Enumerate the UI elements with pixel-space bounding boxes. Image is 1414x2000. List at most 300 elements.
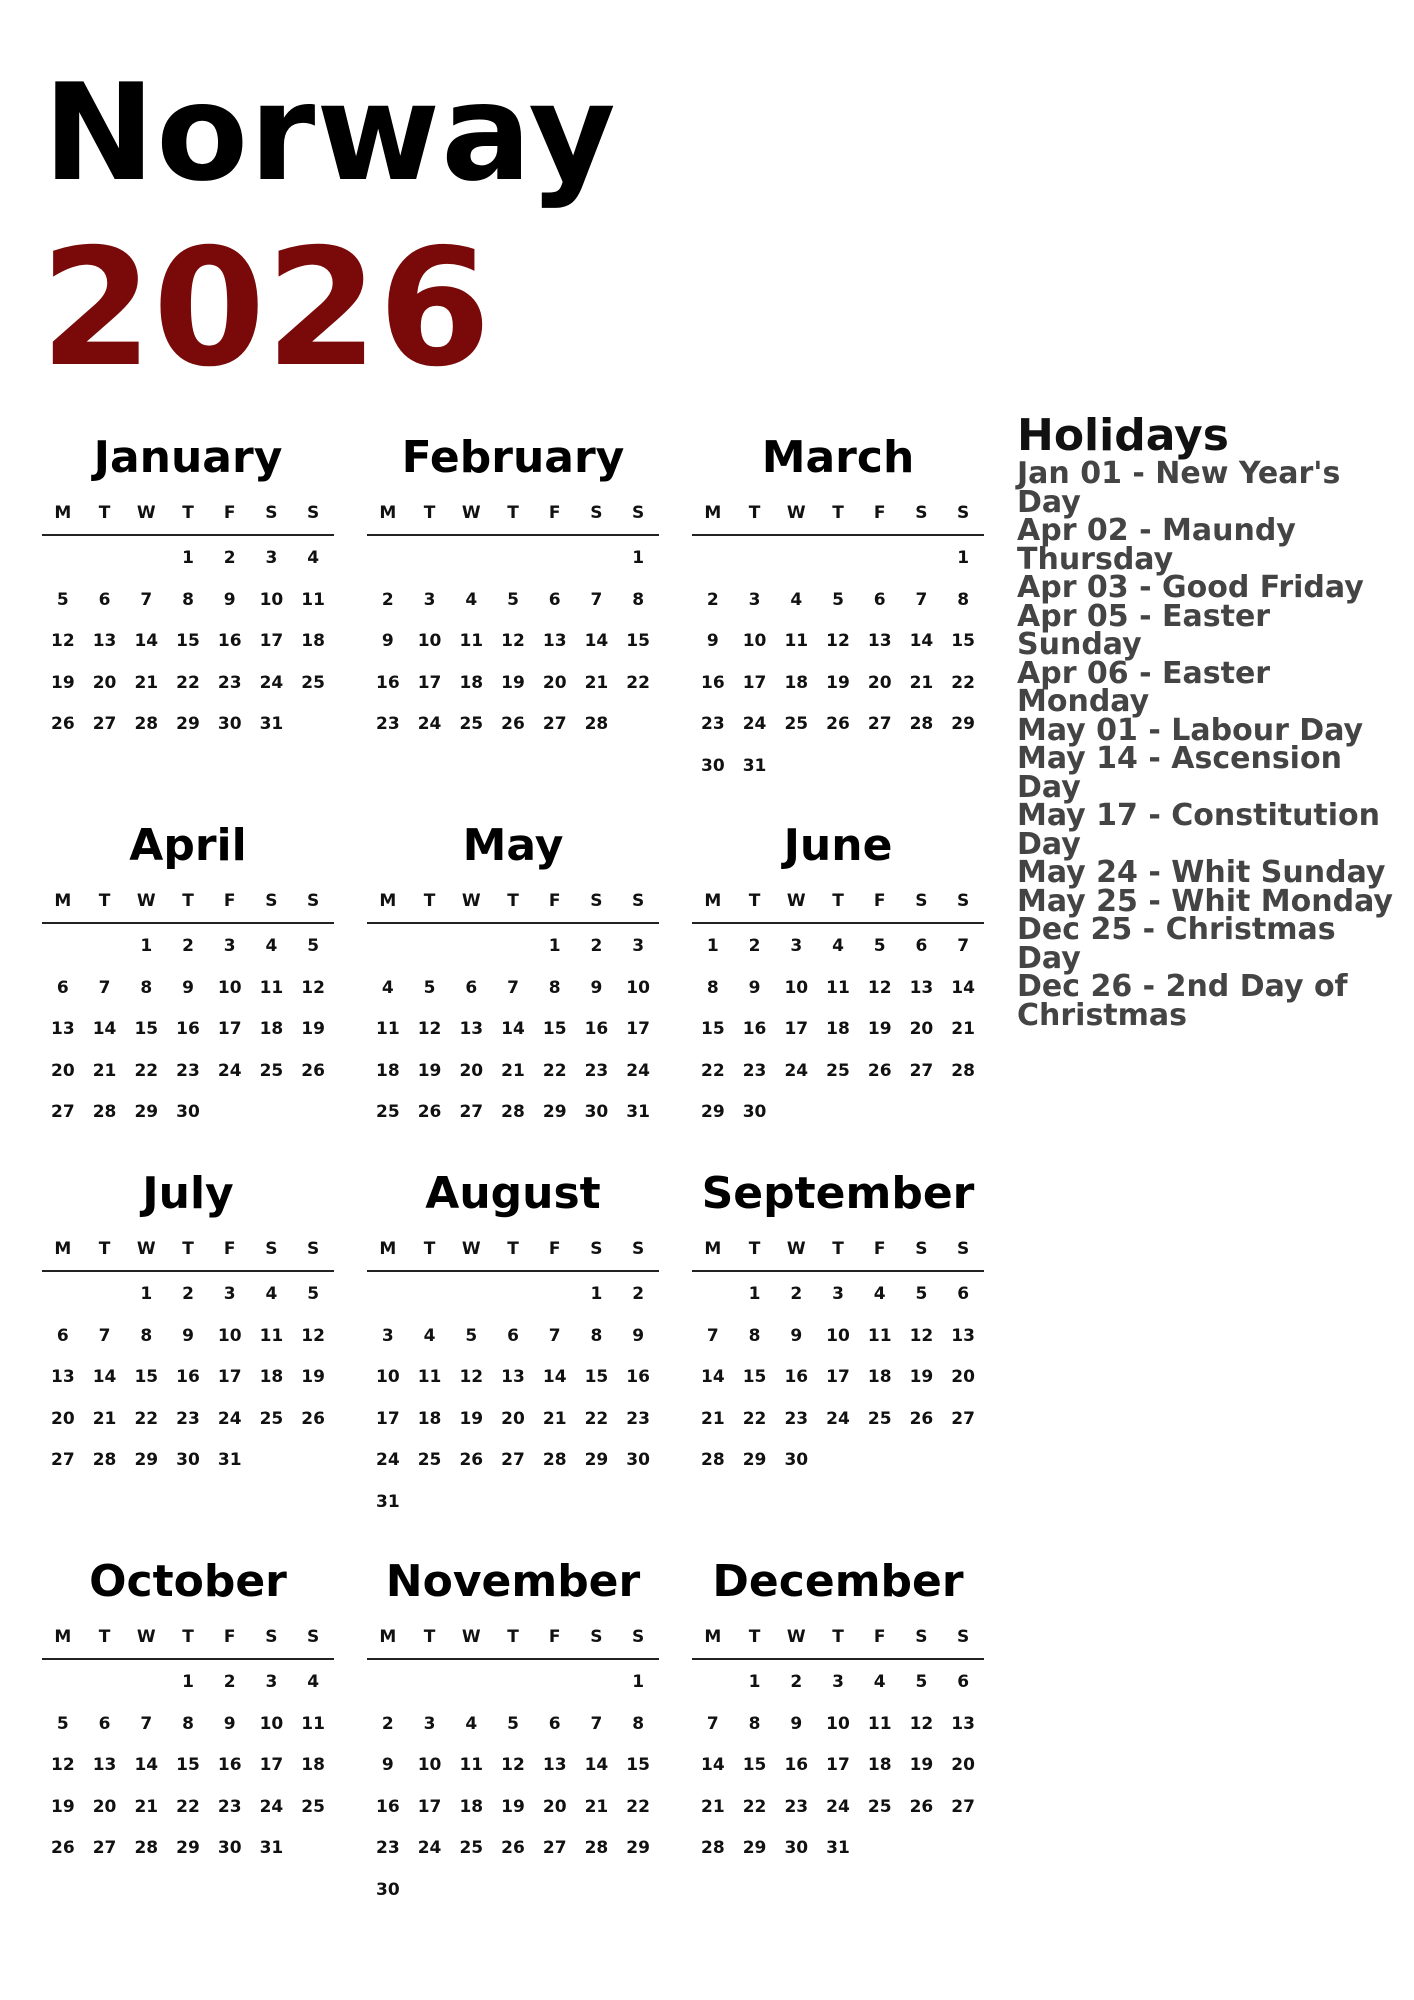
day-cell: 15	[626, 1755, 650, 1775]
day-cell: 5	[307, 936, 320, 956]
weekday-label: W	[461, 1627, 481, 1647]
day-cell: 22	[951, 672, 975, 693]
day-cell: 10	[259, 1713, 284, 1734]
weekday-label: S	[632, 503, 645, 523]
day-cell: 19	[501, 672, 525, 693]
day-blank	[84, 546, 126, 588]
day-cell: 23	[376, 1838, 400, 1858]
day-blank	[367, 1670, 409, 1712]
day-cell: 13	[542, 1755, 567, 1775]
weekday-label: S	[265, 891, 278, 911]
day-cell: 8	[182, 589, 194, 610]
weekday-label: T	[182, 1627, 194, 1647]
weekday-label: W	[136, 503, 156, 523]
day-cell: 24	[626, 1060, 650, 1081]
day-cell: 25	[867, 1796, 892, 1817]
day-cell: 22	[134, 1408, 159, 1429]
day-cell: 30	[784, 1838, 809, 1858]
day-cell: 16	[701, 672, 725, 693]
day-cell: 8	[632, 589, 645, 610]
day-cell: 20	[951, 1755, 975, 1775]
day-cell: 5	[465, 1325, 478, 1346]
day-cell: 27	[909, 1060, 934, 1081]
day-cell: 5	[56, 1713, 69, 1734]
weekday-label: F	[223, 1627, 236, 1647]
weekday-header	[42, 1238, 334, 1272]
day-cell: 23	[784, 1408, 809, 1429]
day-cell: 7	[706, 1713, 719, 1734]
day-grid	[42, 1272, 334, 1490]
day-cell: 18	[259, 1367, 284, 1387]
day-cell: 1	[632, 548, 645, 568]
day-cell: 21	[134, 1796, 159, 1817]
day-cell: 24	[784, 1060, 809, 1081]
day-cell: 3	[832, 1284, 844, 1304]
weekday-label: F	[873, 1627, 886, 1647]
day-cell: 10	[784, 977, 809, 998]
weekday-label: W	[786, 1627, 806, 1647]
day-cell: 25	[301, 672, 325, 693]
day-cell: 5	[873, 936, 886, 956]
day-cell: 14	[701, 1755, 725, 1775]
day-cell: 25	[259, 1408, 284, 1429]
day-cell: 23	[176, 1408, 200, 1429]
day-cell: 19	[51, 672, 75, 693]
day-cell: 3	[265, 548, 278, 568]
weekday-label: F	[873, 503, 886, 523]
weekday-header	[367, 1626, 659, 1660]
day-cell: 28	[701, 1838, 725, 1858]
month-name: March	[761, 432, 915, 483]
weekday-header	[692, 502, 984, 536]
day-cell: 30	[784, 1450, 809, 1470]
day-blank	[409, 1670, 451, 1712]
day-cell: 17	[626, 1019, 650, 1039]
day-cell: 28	[701, 1450, 725, 1470]
month-december	[692, 1554, 984, 1878]
weekday-label: S	[590, 1627, 603, 1647]
day-cell: 22	[134, 1060, 159, 1081]
day-cell: 20	[542, 1796, 567, 1817]
weekday-label: F	[223, 503, 236, 523]
day-cell: 3	[632, 936, 645, 956]
weekday-label: W	[786, 503, 806, 523]
day-blank	[492, 934, 534, 976]
weekday-label: W	[136, 891, 156, 911]
day-blank	[817, 546, 859, 588]
day-blank	[734, 546, 776, 588]
day-cell: 16	[376, 672, 400, 693]
day-blank	[534, 546, 576, 588]
weekday-label: T	[748, 891, 761, 911]
weekday-label: W	[461, 1239, 481, 1259]
day-cell: 15	[584, 1367, 609, 1387]
day-cell: 27	[542, 1838, 567, 1858]
day-cell: 10	[626, 977, 650, 998]
day-blank	[492, 1670, 534, 1712]
day-cell: 6	[56, 977, 69, 998]
day-cell: 9	[590, 977, 603, 998]
holiday-item: Dec 26 - 2nd Day of Christmas	[1017, 969, 1348, 1033]
day-cell: 4	[381, 977, 394, 998]
weekday-label: T	[832, 1239, 844, 1259]
day-cell: 25	[376, 1102, 400, 1122]
day-cell: 15	[742, 1367, 767, 1387]
day-cell: 15	[176, 631, 200, 651]
day-cell: 13	[92, 1755, 117, 1775]
day-cell: 19	[909, 1367, 934, 1387]
weekday-header	[367, 890, 659, 924]
day-blank	[859, 546, 901, 588]
weekday-label: S	[915, 891, 928, 911]
day-cell: 6	[548, 589, 561, 610]
day-cell: 19	[301, 1019, 325, 1039]
day-blank	[125, 1670, 167, 1712]
day-cell: 22	[742, 1408, 767, 1429]
month-march	[692, 430, 984, 795]
day-cell: 4	[873, 1672, 886, 1692]
day-cell: 24	[376, 1450, 400, 1470]
weekday-label: M	[379, 503, 397, 523]
day-cell: 7	[590, 589, 603, 610]
weekday-label: T	[98, 503, 111, 523]
day-cell: 14	[92, 1019, 117, 1039]
day-cell: 30	[742, 1102, 767, 1122]
day-cell: 7	[706, 1325, 719, 1346]
weekday-label: M	[54, 891, 72, 911]
day-cell: 26	[501, 714, 525, 734]
weekday-label: S	[915, 503, 928, 523]
day-blank	[450, 1282, 492, 1324]
day-cell: 18	[459, 672, 484, 693]
day-cell: 26	[909, 1408, 934, 1429]
day-cell: 23	[626, 1408, 650, 1429]
day-cell: 11	[459, 631, 484, 651]
day-cell: 9	[748, 977, 761, 998]
month-name: January	[93, 432, 283, 483]
weekday-label: T	[748, 1627, 761, 1647]
day-cell: 30	[701, 755, 725, 776]
weekday-label: T	[507, 891, 519, 911]
day-cell: 10	[826, 1713, 850, 1734]
weekday-label: M	[379, 1627, 397, 1647]
day-cell: 21	[909, 672, 934, 693]
day-cell: 7	[548, 1325, 561, 1346]
day-cell: 7	[590, 1713, 603, 1734]
day-cell: 9	[381, 1755, 394, 1775]
day-blank	[84, 1670, 126, 1712]
day-grid	[367, 924, 659, 1142]
day-cell: 27	[459, 1102, 484, 1122]
day-cell: 1	[957, 548, 970, 568]
day-cell: 20	[501, 1408, 525, 1429]
day-cell: 16	[784, 1367, 809, 1387]
day-cell: 23	[217, 1796, 242, 1817]
weekday-label: T	[98, 1627, 111, 1647]
weekday-label: T	[748, 503, 761, 523]
day-cell: 1	[706, 936, 719, 956]
day-cell: 25	[867, 1408, 892, 1429]
day-cell: 21	[92, 1408, 117, 1429]
day-cell: 2	[632, 1284, 645, 1304]
day-cell: 16	[784, 1755, 809, 1775]
month-name: April	[129, 820, 247, 871]
day-blank	[692, 546, 734, 588]
day-cell: 16	[176, 1367, 200, 1387]
day-cell: 15	[134, 1367, 159, 1387]
weekday-label: W	[136, 1627, 156, 1647]
day-blank	[450, 546, 492, 588]
day-cell: 10	[376, 1367, 400, 1387]
day-cell: 19	[909, 1755, 934, 1775]
day-cell: 13	[542, 631, 567, 651]
day-cell: 8	[548, 977, 561, 998]
day-cell: 3	[265, 1672, 278, 1692]
day-cell: 1	[140, 936, 153, 956]
day-cell: 5	[56, 589, 69, 610]
weekday-label: T	[507, 503, 519, 523]
day-cell: 6	[98, 1713, 111, 1734]
day-cell: 24	[217, 1060, 242, 1081]
day-cell: 29	[542, 1102, 567, 1122]
day-cell: 16	[742, 1019, 767, 1039]
day-cell: 11	[867, 1713, 892, 1734]
day-cell: 2	[182, 1284, 194, 1304]
holiday-item: May 25 - Whit Monday	[1017, 883, 1393, 919]
weekday-label: S	[590, 503, 603, 523]
day-cell: 9	[790, 1325, 803, 1346]
day-cell: 1	[632, 1672, 645, 1692]
day-cell: 11	[301, 589, 325, 610]
day-cell: 26	[51, 714, 75, 734]
weekday-header	[692, 1238, 984, 1272]
day-blank	[492, 546, 534, 588]
day-cell: 11	[259, 1325, 284, 1346]
day-cell: 31	[742, 755, 767, 776]
day-cell: 30	[176, 1450, 200, 1470]
day-cell: 18	[376, 1060, 400, 1081]
weekday-label: F	[873, 1239, 886, 1259]
day-cell: 14	[584, 1755, 609, 1775]
day-cell: 27	[51, 1102, 75, 1122]
day-cell: 29	[134, 1102, 159, 1122]
weekday-label: T	[182, 1239, 194, 1259]
day-cell: 25	[459, 1838, 484, 1858]
day-cell: 31	[376, 1491, 400, 1512]
day-blank	[84, 1282, 126, 1324]
day-cell: 29	[584, 1450, 609, 1470]
day-cell: 26	[867, 1060, 892, 1081]
weekday-label: S	[590, 891, 603, 911]
day-cell: 11	[459, 1755, 484, 1775]
day-cell: 7	[98, 977, 111, 998]
day-cell: 9	[632, 1325, 645, 1346]
day-cell: 15	[742, 1755, 767, 1775]
weekday-label: M	[54, 1239, 72, 1259]
day-grid	[367, 536, 659, 754]
day-cell: 6	[957, 1284, 970, 1304]
day-cell: 11	[259, 977, 284, 998]
day-cell: 8	[590, 1325, 603, 1346]
day-cell: 21	[584, 1796, 609, 1817]
month-november	[367, 1554, 659, 1919]
day-cell: 26	[909, 1796, 934, 1817]
day-cell: 15	[542, 1019, 567, 1039]
day-cell: 30	[217, 714, 242, 734]
weekday-label: S	[957, 891, 970, 911]
day-cell: 16	[376, 1796, 400, 1817]
day-cell: 16	[626, 1367, 650, 1387]
day-cell: 5	[915, 1672, 928, 1692]
day-cell: 19	[417, 1060, 442, 1081]
day-cell: 28	[92, 1450, 117, 1470]
day-cell: 2	[182, 936, 194, 956]
day-cell: 4	[423, 1325, 436, 1346]
day-cell: 21	[542, 1408, 567, 1429]
month-name: October	[89, 1556, 287, 1607]
day-blank	[775, 546, 817, 588]
day-cell: 27	[867, 714, 892, 734]
month-name: February	[401, 432, 625, 483]
day-cell: 17	[217, 1367, 242, 1387]
day-cell: 17	[417, 672, 442, 693]
day-cell: 29	[176, 714, 200, 734]
day-cell: 28	[134, 1838, 159, 1858]
day-cell: 2	[381, 1713, 394, 1734]
day-cell: 1	[182, 548, 194, 568]
day-cell: 13	[92, 631, 117, 651]
weekday-label: F	[223, 1239, 236, 1259]
day-cell: 4	[265, 936, 278, 956]
day-cell: 1	[590, 1284, 603, 1304]
holiday-item: Dec 25 - Christmas Day	[1017, 912, 1336, 976]
day-cell: 7	[140, 589, 153, 610]
day-cell: 27	[51, 1450, 75, 1470]
holiday-item: Jan 01 - New Year's Day	[1017, 456, 1341, 520]
day-cell: 10	[217, 1325, 242, 1346]
day-blank	[901, 546, 943, 588]
day-cell: 18	[259, 1019, 284, 1039]
day-cell: 28	[134, 714, 159, 734]
day-cell: 6	[957, 1672, 970, 1692]
day-cell: 7	[98, 1325, 111, 1346]
day-cell: 4	[832, 936, 844, 956]
day-cell: 14	[501, 1019, 525, 1039]
weekday-label: M	[704, 1627, 722, 1647]
month-october	[42, 1554, 334, 1878]
day-blank	[409, 1282, 451, 1324]
day-cell: 28	[909, 714, 934, 734]
day-cell: 2	[223, 548, 236, 568]
day-cell: 9	[381, 631, 394, 651]
day-cell: 1	[140, 1284, 153, 1304]
holiday-item: Apr 02 - Maundy Thursday	[1017, 513, 1296, 577]
day-cell: 18	[459, 1796, 484, 1817]
day-cell: 18	[784, 672, 809, 693]
day-cell: 8	[748, 1713, 761, 1734]
day-cell: 26	[301, 1408, 325, 1429]
day-cell: 2	[381, 589, 394, 610]
day-cell: 7	[507, 977, 519, 998]
day-cell: 14	[134, 1755, 159, 1775]
day-blank	[42, 1282, 84, 1324]
weekday-header	[692, 890, 984, 924]
day-cell: 2	[790, 1284, 803, 1304]
day-cell: 4	[307, 1672, 320, 1692]
weekday-label: S	[265, 1239, 278, 1259]
day-cell: 2	[590, 936, 603, 956]
day-cell: 22	[176, 1796, 200, 1817]
day-blank	[692, 1282, 734, 1324]
day-cell: 20	[459, 1060, 484, 1081]
day-grid	[692, 536, 984, 795]
day-cell: 17	[826, 1755, 850, 1775]
weekday-label: F	[548, 891, 561, 911]
day-cell: 13	[459, 1019, 484, 1039]
day-cell: 30	[176, 1102, 200, 1122]
day-grid	[367, 1660, 659, 1919]
day-grid	[42, 924, 334, 1142]
day-cell: 1	[748, 1284, 761, 1304]
day-cell: 7	[957, 936, 970, 956]
day-cell: 12	[51, 1755, 75, 1775]
day-cell: 9	[223, 589, 236, 610]
day-cell: 6	[548, 1713, 561, 1734]
day-cell: 6	[915, 936, 928, 956]
day-cell: 13	[501, 1367, 525, 1387]
weekday-label: F	[548, 1627, 561, 1647]
weekday-label: S	[307, 503, 320, 523]
day-cell: 3	[223, 1284, 236, 1304]
day-cell: 22	[176, 672, 200, 693]
day-cell: 4	[265, 1284, 278, 1304]
day-cell: 28	[92, 1102, 117, 1122]
day-cell: 27	[92, 1838, 117, 1858]
day-cell: 14	[92, 1367, 117, 1387]
day-cell: 2	[223, 1672, 236, 1692]
day-grid	[42, 1660, 334, 1878]
day-cell: 26	[459, 1450, 484, 1470]
day-cell: 24	[826, 1796, 850, 1817]
day-cell: 25	[826, 1060, 850, 1081]
day-cell: 11	[826, 977, 850, 998]
day-cell: 24	[417, 714, 442, 734]
day-cell: 24	[417, 1838, 442, 1858]
day-cell: 6	[98, 589, 111, 610]
day-cell: 25	[301, 1796, 325, 1817]
month-may	[367, 818, 659, 1142]
day-cell: 10	[742, 631, 767, 651]
day-blank	[450, 1670, 492, 1712]
weekday-header	[42, 502, 334, 536]
day-cell: 31	[217, 1450, 242, 1470]
day-cell: 6	[56, 1325, 69, 1346]
day-cell: 12	[909, 1325, 934, 1346]
day-cell: 1	[182, 1672, 194, 1692]
day-cell: 17	[376, 1408, 400, 1429]
day-cell: 21	[134, 672, 159, 693]
day-cell: 18	[867, 1367, 892, 1387]
month-name: July	[142, 1168, 234, 1219]
day-cell: 21	[701, 1796, 725, 1817]
day-cell: 22	[626, 672, 650, 693]
weekday-label: T	[423, 1239, 436, 1259]
day-cell: 17	[742, 672, 767, 693]
day-cell: 16	[217, 631, 242, 651]
day-blank	[42, 546, 84, 588]
day-cell: 23	[217, 672, 242, 693]
day-cell: 21	[701, 1408, 725, 1429]
